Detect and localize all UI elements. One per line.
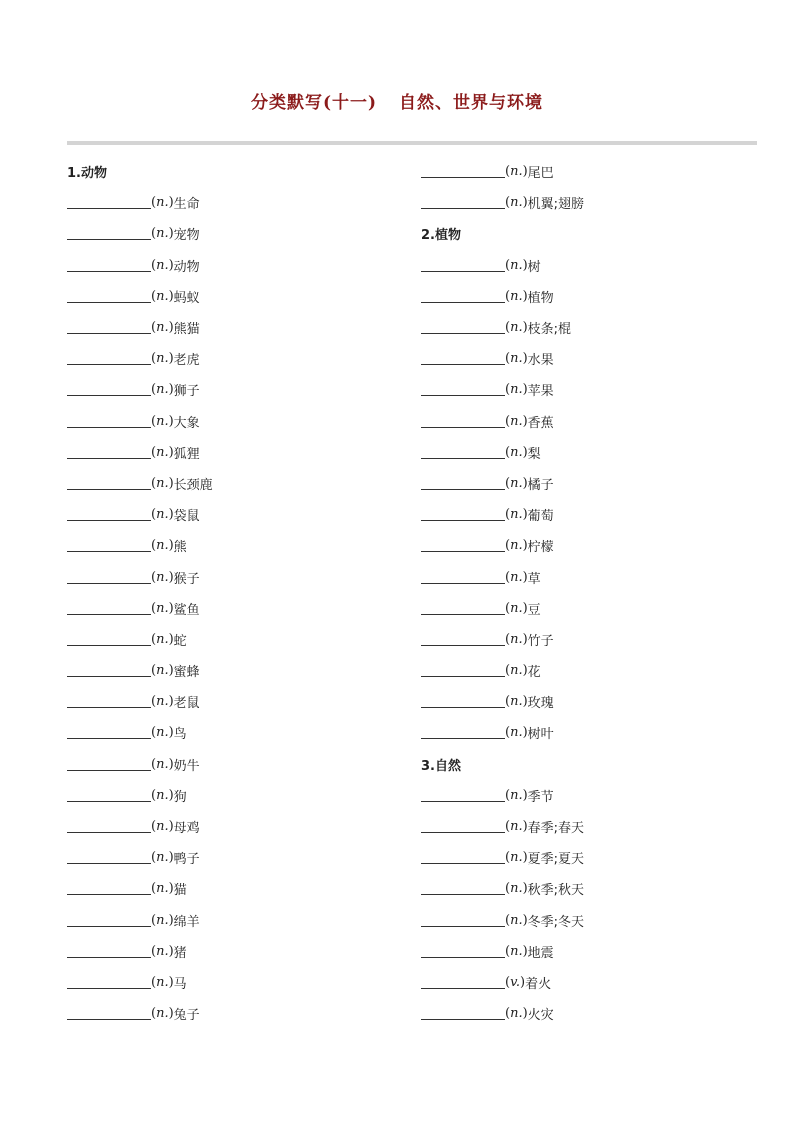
- chinese-meaning: 季节: [527, 789, 554, 805]
- answer-blank[interactable]: [421, 1007, 505, 1020]
- part-of-speech: (n.): [151, 881, 174, 897]
- part-of-speech: (n.): [505, 1006, 528, 1022]
- part-of-speech: (n.): [151, 475, 174, 491]
- answer-blank[interactable]: [421, 383, 505, 396]
- vocab-item: [67, 905, 213, 936]
- vocab-item: [421, 281, 584, 312]
- chinese-meaning: 橘子: [527, 477, 554, 493]
- part-of-speech: (n.): [151, 351, 174, 367]
- answer-blank[interactable]: [67, 633, 151, 646]
- part-of-speech-abbr: n.: [156, 600, 169, 616]
- part-of-speech: (n.): [151, 663, 174, 679]
- answer-blank[interactable]: [421, 321, 505, 334]
- answer-blank[interactable]: [421, 259, 505, 272]
- vocab-item: [67, 717, 213, 748]
- part-of-speech: (n.): [151, 413, 174, 429]
- vocab-item: [67, 281, 213, 312]
- chinese-meaning: 猫: [173, 883, 187, 899]
- part-of-speech: (n.): [505, 912, 528, 928]
- answer-blank[interactable]: [421, 446, 505, 459]
- chinese-meaning: 树: [527, 259, 541, 275]
- part-of-speech-abbr: n.: [156, 226, 169, 242]
- vocab-item: [67, 967, 213, 998]
- answer-blank[interactable]: [67, 602, 151, 615]
- part-of-speech-abbr: n.: [510, 257, 523, 273]
- chinese-meaning: 猴子: [173, 571, 200, 587]
- chinese-meaning: 水果: [527, 353, 554, 369]
- chinese-meaning: 熊: [173, 540, 187, 556]
- chinese-meaning: 梨: [527, 446, 541, 462]
- chinese-meaning: 秋季;秋天: [527, 883, 585, 899]
- part-of-speech: (n.): [151, 382, 174, 398]
- part-of-speech-abbr: n.: [156, 974, 169, 990]
- chinese-meaning: 猪: [173, 945, 187, 961]
- vocab-item: [67, 811, 213, 842]
- part-of-speech-abbr: n.: [156, 351, 169, 367]
- part-of-speech: (n.): [151, 444, 174, 460]
- answer-blank[interactable]: [421, 633, 505, 646]
- part-of-speech-abbr: n.: [156, 507, 169, 523]
- part-of-speech-abbr: n.: [510, 444, 523, 460]
- vocab-item: [421, 905, 584, 936]
- part-of-speech-abbr: n.: [510, 351, 523, 367]
- section-heading: 2.植物: [421, 228, 461, 244]
- part-of-speech: (n.): [505, 320, 528, 336]
- answer-blank[interactable]: [67, 664, 151, 677]
- part-of-speech: (n.): [151, 631, 174, 647]
- chinese-meaning: 冬季;冬天: [527, 914, 585, 930]
- part-of-speech-abbr: n.: [156, 382, 169, 398]
- part-of-speech: (n.): [505, 725, 528, 741]
- title-series: 分类默写(十一): [250, 93, 378, 113]
- chinese-meaning: 宠物: [173, 228, 200, 244]
- part-of-speech-abbr: n.: [510, 725, 523, 741]
- part-of-speech: (n.): [151, 819, 174, 835]
- chinese-meaning: 马: [173, 976, 187, 992]
- answer-blank[interactable]: [67, 945, 151, 958]
- chinese-meaning: 竹子: [527, 633, 554, 649]
- chinese-meaning: 老鼠: [173, 696, 200, 712]
- answer-blank[interactable]: [67, 914, 151, 927]
- chinese-meaning: 苹果: [527, 384, 554, 400]
- part-of-speech: (n.): [505, 351, 528, 367]
- vocab-item: [67, 655, 213, 686]
- vocab-item: [67, 873, 213, 904]
- answer-blank[interactable]: [421, 914, 505, 927]
- part-of-speech-abbr: n.: [510, 413, 523, 429]
- part-of-speech: (n.): [151, 694, 174, 710]
- vocab-item: [421, 250, 584, 281]
- vocab-item: [67, 780, 213, 811]
- vocab-item: [67, 343, 213, 374]
- part-of-speech-abbr: n.: [156, 288, 169, 304]
- vocab-item: [421, 343, 584, 374]
- part-of-speech-abbr: n.: [156, 320, 169, 336]
- part-of-speech-abbr: n.: [510, 912, 523, 928]
- chinese-meaning: 火灾: [527, 1008, 554, 1024]
- answer-blank[interactable]: [67, 446, 151, 459]
- chinese-meaning: 袋鼠: [173, 509, 200, 525]
- part-of-speech: (n.): [151, 257, 174, 273]
- answer-blank[interactable]: [421, 290, 505, 303]
- part-of-speech: (n.): [505, 195, 528, 211]
- vocab-item: [421, 717, 584, 748]
- part-of-speech: (v.): [505, 974, 526, 990]
- part-of-speech: (n.): [151, 850, 174, 866]
- part-of-speech-abbr: n.: [156, 850, 169, 866]
- chinese-meaning: 母鸡: [173, 821, 200, 837]
- chinese-meaning: 老虎: [173, 353, 200, 369]
- answer-blank[interactable]: [67, 1007, 151, 1020]
- chinese-meaning: 鲨鱼: [173, 602, 200, 618]
- chinese-meaning: 着火: [525, 976, 552, 992]
- part-of-speech: (n.): [505, 787, 528, 803]
- part-of-speech-abbr: n.: [510, 663, 523, 679]
- chinese-meaning: 花: [527, 665, 541, 681]
- answer-blank[interactable]: [421, 976, 505, 989]
- vocab-item: [421, 811, 584, 842]
- chinese-meaning: 蜜蜂: [173, 665, 200, 681]
- vocab-item: [67, 842, 213, 873]
- part-of-speech-abbr: n.: [156, 1006, 169, 1022]
- part-of-speech: (n.): [505, 538, 528, 554]
- answer-blank[interactable]: [67, 196, 151, 209]
- chinese-meaning: 机翼;翅膀: [527, 197, 585, 213]
- vocab-item: [421, 936, 584, 967]
- part-of-speech: (n.): [505, 288, 528, 304]
- part-of-speech: (n.): [505, 881, 528, 897]
- part-of-speech-abbr: n.: [156, 819, 169, 835]
- part-of-speech: (n.): [151, 600, 174, 616]
- chinese-meaning: 葡萄: [527, 509, 554, 525]
- vocab-item: [67, 686, 213, 717]
- part-of-speech-abbr: n.: [156, 663, 169, 679]
- answer-blank[interactable]: [67, 758, 151, 771]
- part-of-speech: (n.): [151, 787, 174, 803]
- chinese-meaning: 长颈鹿: [173, 477, 213, 493]
- vocab-item: [421, 655, 584, 686]
- part-of-speech: (n.): [505, 164, 528, 180]
- answer-blank[interactable]: [67, 290, 151, 303]
- chinese-meaning: 香蕉: [527, 415, 554, 431]
- chinese-meaning: 蛇: [173, 633, 187, 649]
- part-of-speech-abbr: n.: [510, 507, 523, 523]
- part-of-speech-abbr: n.: [156, 413, 169, 429]
- answer-blank[interactable]: [421, 352, 505, 365]
- vocab-item: [67, 530, 213, 561]
- part-of-speech-abbr: n.: [156, 756, 169, 772]
- chinese-meaning: 熊猫: [173, 322, 200, 338]
- part-of-speech-abbr: n.: [156, 725, 169, 741]
- part-of-speech-abbr: n.: [510, 569, 523, 585]
- part-of-speech: (n.): [151, 912, 174, 928]
- part-of-speech-abbr: n.: [510, 382, 523, 398]
- part-of-speech-abbr: n.: [156, 881, 169, 897]
- chinese-meaning: 鸟: [173, 727, 187, 743]
- part-of-speech: (n.): [505, 943, 528, 959]
- vocab-item: [421, 624, 584, 655]
- part-of-speech-abbr: n.: [156, 943, 169, 959]
- part-of-speech: (n.): [151, 569, 174, 585]
- part-of-speech: (n.): [505, 475, 528, 491]
- vocab-item: [67, 437, 213, 468]
- chinese-meaning: 树叶: [527, 727, 554, 743]
- answer-blank[interactable]: [67, 227, 151, 240]
- vocab-item: [67, 936, 213, 967]
- vocab-item: [67, 593, 213, 624]
- vocab-item: [67, 998, 213, 1029]
- vocab-item: [67, 312, 213, 343]
- chinese-meaning: 狮子: [173, 384, 200, 400]
- chinese-meaning: 尾巴: [527, 166, 554, 182]
- answer-blank[interactable]: [67, 352, 151, 365]
- vocab-item: [421, 468, 584, 499]
- chinese-meaning: 大象: [173, 415, 200, 431]
- part-of-speech-abbr: n.: [156, 631, 169, 647]
- vocab-item: [67, 468, 213, 499]
- part-of-speech-abbr: n.: [510, 164, 523, 180]
- part-of-speech: (n.): [151, 320, 174, 336]
- vocab-item: [67, 749, 213, 780]
- part-of-speech: (n.): [505, 600, 528, 616]
- answer-blank[interactable]: [421, 602, 505, 615]
- title-topic: 自然、世界与环境: [399, 93, 544, 113]
- answer-blank[interactable]: [421, 664, 505, 677]
- chinese-meaning: 生命: [173, 197, 200, 213]
- answer-blank[interactable]: [67, 383, 151, 396]
- chinese-meaning: 绵羊: [173, 914, 200, 930]
- chinese-meaning: 玫瑰: [527, 696, 554, 712]
- part-of-speech-abbr: n.: [510, 600, 523, 616]
- answer-blank[interactable]: [67, 851, 151, 864]
- answer-blank[interactable]: [67, 882, 151, 895]
- title-divider: [67, 141, 757, 145]
- vocab-item: [421, 499, 584, 530]
- answer-blank[interactable]: [67, 571, 151, 584]
- chinese-meaning: 奶牛: [173, 758, 200, 774]
- answer-blank[interactable]: [421, 571, 505, 584]
- part-of-speech: (n.): [505, 631, 528, 647]
- chinese-meaning: 植物: [527, 290, 554, 306]
- part-of-speech-abbr: n.: [510, 850, 523, 866]
- part-of-speech: (n.): [505, 507, 528, 523]
- answer-blank[interactable]: [67, 415, 151, 428]
- part-of-speech-abbr: n.: [156, 538, 169, 554]
- vocab-item: [421, 780, 584, 811]
- part-of-speech-abbr: n.: [156, 444, 169, 460]
- part-of-speech-abbr: n.: [510, 1006, 523, 1022]
- part-of-speech-abbr: n.: [156, 475, 169, 491]
- answer-blank[interactable]: [421, 851, 505, 864]
- chinese-meaning: 草: [527, 571, 541, 587]
- part-of-speech: (n.): [505, 382, 528, 398]
- answer-blank[interactable]: [67, 695, 151, 708]
- chinese-meaning: 动物: [173, 259, 200, 275]
- right-column: [421, 156, 584, 1029]
- part-of-speech-abbr: n.: [510, 475, 523, 491]
- part-of-speech: (n.): [151, 507, 174, 523]
- answer-blank[interactable]: [421, 820, 505, 833]
- vocab-item: [421, 530, 584, 561]
- part-of-speech-abbr: n.: [156, 195, 169, 211]
- answer-blank[interactable]: [67, 321, 151, 334]
- vocab-item: [67, 187, 213, 218]
- chinese-meaning: 枝条;棍: [527, 322, 572, 338]
- answer-blank[interactable]: [67, 976, 151, 989]
- left-column: [67, 156, 213, 1029]
- part-of-speech-abbr: n.: [156, 912, 169, 928]
- vocab-item: [421, 998, 584, 1029]
- part-of-speech: (n.): [505, 257, 528, 273]
- part-of-speech-abbr: n.: [156, 694, 169, 710]
- part-of-speech-abbr: n.: [510, 943, 523, 959]
- part-of-speech-abbr: n.: [510, 881, 523, 897]
- page-title: [0, 88, 794, 113]
- vocab-item: [67, 624, 213, 655]
- section-heading: 3.自然: [421, 758, 461, 774]
- part-of-speech-abbr: n.: [510, 288, 523, 304]
- answer-blank[interactable]: [421, 726, 505, 739]
- part-of-speech-abbr: n.: [510, 694, 523, 710]
- vocab-item: [421, 593, 584, 624]
- part-of-speech: (n.): [151, 1006, 174, 1022]
- part-of-speech: (n.): [151, 756, 174, 772]
- part-of-speech: (n.): [505, 569, 528, 585]
- part-of-speech-abbr: n.: [510, 195, 523, 211]
- section-heading: 1.动物: [67, 166, 107, 182]
- answer-blank[interactable]: [421, 789, 505, 802]
- chinese-meaning: 狗: [173, 789, 187, 805]
- chinese-meaning: 狐狸: [173, 446, 200, 462]
- vocab-item: [421, 873, 584, 904]
- answer-blank[interactable]: [421, 196, 505, 209]
- vocab-item: [421, 374, 584, 405]
- vocab-item: [421, 686, 584, 717]
- answer-blank[interactable]: [67, 259, 151, 272]
- part-of-speech: (n.): [151, 974, 174, 990]
- answer-blank[interactable]: [421, 539, 505, 552]
- vocab-item: [67, 218, 213, 249]
- part-of-speech-abbr: n.: [510, 631, 523, 647]
- answer-blank[interactable]: [421, 477, 505, 490]
- part-of-speech: (n.): [151, 195, 174, 211]
- vocab-item: [421, 437, 584, 468]
- answer-blank[interactable]: [421, 695, 505, 708]
- part-of-speech-abbr: v.: [510, 974, 521, 990]
- part-of-speech-abbr: n.: [510, 538, 523, 554]
- vocab-item: [421, 156, 584, 187]
- vocab-item: [67, 250, 213, 281]
- part-of-speech: (n.): [151, 725, 174, 741]
- part-of-speech: (n.): [505, 819, 528, 835]
- part-of-speech: (n.): [505, 413, 528, 429]
- part-of-speech-abbr: n.: [156, 787, 169, 803]
- part-of-speech: (n.): [505, 694, 528, 710]
- vocab-item: [67, 374, 213, 405]
- answer-blank[interactable]: [421, 882, 505, 895]
- vocab-item: [67, 499, 213, 530]
- vocab-item: [421, 187, 584, 218]
- part-of-speech-abbr: n.: [510, 320, 523, 336]
- part-of-speech-abbr: n.: [156, 569, 169, 585]
- part-of-speech-abbr: n.: [510, 819, 523, 835]
- answer-blank[interactable]: [421, 165, 505, 178]
- answer-blank[interactable]: [67, 726, 151, 739]
- part-of-speech-abbr: n.: [510, 787, 523, 803]
- answer-blank[interactable]: [67, 820, 151, 833]
- answer-blank[interactable]: [421, 508, 505, 521]
- part-of-speech: (n.): [505, 663, 528, 679]
- vocab-item: [421, 312, 584, 343]
- chinese-meaning: 蚂蚁: [173, 290, 200, 306]
- vocab-item: [421, 561, 584, 592]
- chinese-meaning: 夏季;夏天: [527, 852, 585, 868]
- part-of-speech: (n.): [151, 226, 174, 242]
- vocab-item: [67, 561, 213, 592]
- answer-blank[interactable]: [67, 477, 151, 490]
- answer-blank[interactable]: [67, 508, 151, 521]
- answer-blank[interactable]: [421, 945, 505, 958]
- answer-blank[interactable]: [421, 415, 505, 428]
- chinese-meaning: 豆: [527, 602, 541, 618]
- chinese-meaning: 兔子: [173, 1008, 200, 1024]
- part-of-speech-abbr: n.: [156, 257, 169, 273]
- answer-blank[interactable]: [67, 789, 151, 802]
- part-of-speech: (n.): [151, 943, 174, 959]
- vocab-item: [421, 406, 584, 437]
- vocab-item: [421, 842, 584, 873]
- part-of-speech: (n.): [505, 444, 528, 460]
- chinese-meaning: 柠檬: [527, 540, 554, 556]
- chinese-meaning: 鸭子: [173, 852, 200, 868]
- vocab-item: [421, 967, 584, 998]
- part-of-speech: (n.): [151, 538, 174, 554]
- vocab-item: [67, 406, 213, 437]
- part-of-speech: (n.): [151, 288, 174, 304]
- chinese-meaning: 地震: [527, 945, 554, 961]
- part-of-speech: (n.): [505, 850, 528, 866]
- chinese-meaning: 春季;春天: [527, 821, 585, 837]
- answer-blank[interactable]: [67, 539, 151, 552]
